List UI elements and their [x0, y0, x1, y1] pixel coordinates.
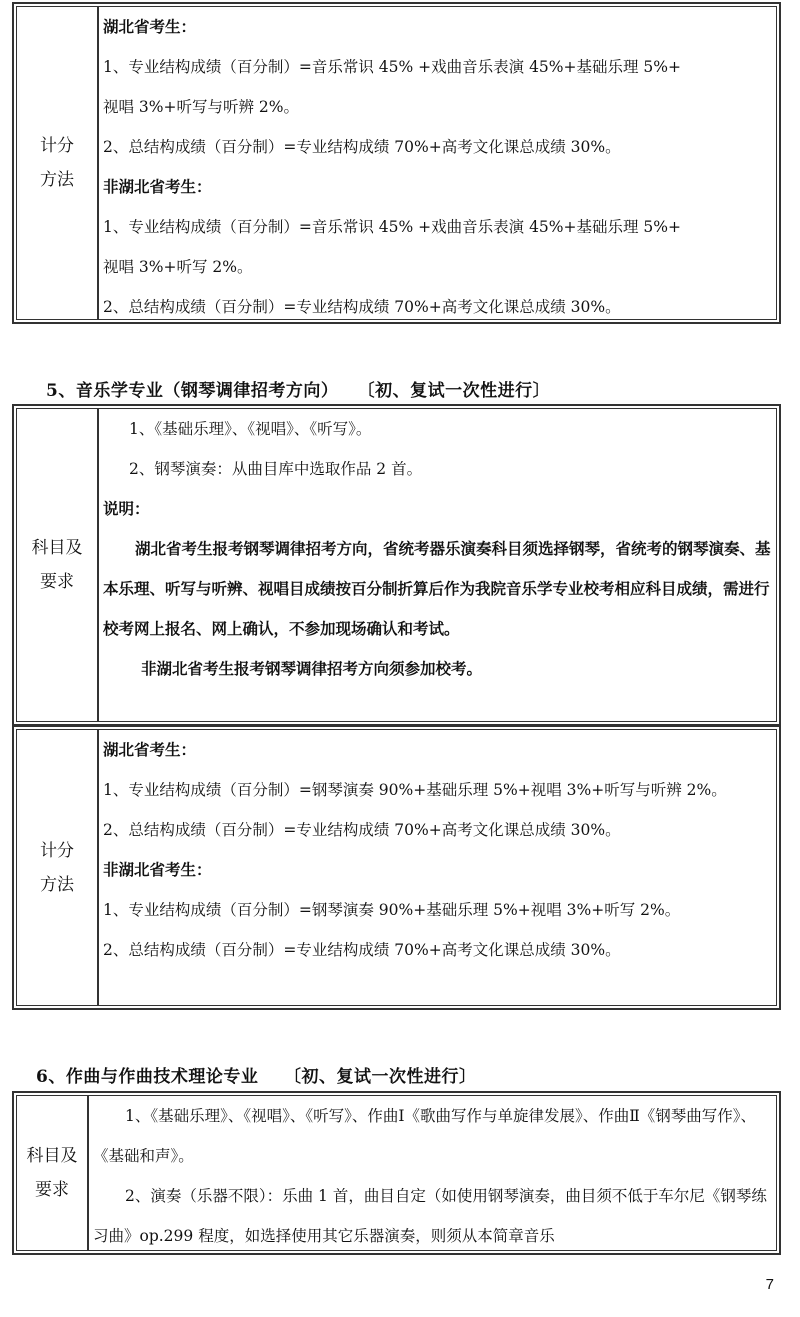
- section5-hubei-line1: 1、专业结构成绩（百分制）=钢琴演奏 90%+基础乐理 5%+视唱 3%+听写与听辨 2%。: [103, 781, 727, 799]
- non-hubei-line1-cont: 视唱 3%+听写 2%。: [103, 258, 253, 276]
- section5-subjects-label-line2: 要求: [40, 572, 74, 592]
- scoring-table-top: [12, 2, 781, 324]
- non-hubei-line1: 1、专业结构成绩（百分制）=音乐常识 45% +戏曲音乐表演 45%+基础乐理 5%+: [103, 218, 682, 236]
- section5-hubei-line2: 2、总结构成绩（百分制）=专业结构成绩 70%+高考文化课总成绩 30%。: [103, 821, 621, 839]
- section5-subjects-table: [12, 404, 781, 726]
- section5-scoring-label: [17, 730, 99, 1005]
- section5-scoring-label-line2: 方法: [40, 874, 74, 895]
- non-hubei-line2: 2、总结构成绩（百分制）=专业结构成绩 70%+高考文化课总成绩 30%。: [103, 298, 621, 316]
- section6-item2: 2、演奏（乐器不限）：乐曲 1 首，曲目自定（如使用钢琴演奏，曲目须不低于车尔尼《钢琴练习曲》op.299 程度，如选择使用其它乐器演奏，则须从本简章音乐: [93, 1187, 767, 1245]
- section5-note-para1: 湖北省考生报考钢琴调律招考方向，省统考器乐演奏科目须选择钢琴，省统考的钢琴演奏、基本乐理、听写与听辨、视唱目成绩按百分制折算后作为我院音乐学专业校考相应科目成绩，需进行校考网上报名、网上确认，不参加现场确认和考试。: [103, 539, 771, 638]
- section6-subjects-inner: [16, 1095, 777, 1251]
- section5-note-title: 说明：: [103, 499, 150, 518]
- page-number: 7: [765, 1276, 774, 1293]
- section6-subjects-content: [89, 1096, 776, 1250]
- section5-subjects-inner: [16, 408, 777, 722]
- section5-title: 5、音乐学专业（钢琴调律招考方向） 〔初、复试一次性进行〕: [46, 381, 551, 401]
- section5-note-para2: 非湖北省考生报考钢琴调律招考方向须参加校考。: [141, 659, 483, 678]
- scoring-label-line1: 计分: [40, 136, 74, 156]
- section6-subjects-label-line2: 要求: [35, 1180, 69, 1200]
- section5-hubei-title: 湖北省考生：: [103, 740, 197, 759]
- section5-scoring-label-line1: 计分: [40, 840, 74, 861]
- section5-subjects-content: [99, 409, 776, 721]
- section6-subjects-label-line1: 科目及: [26, 1146, 78, 1166]
- section5-non-hubei-line2: 2、总结构成绩（百分制）=专业结构成绩 70%+高考文化课总成绩 30%。: [103, 941, 621, 959]
- section5-non-hubei-title: 非湖北省考生：: [103, 860, 212, 879]
- section5-item1: 1、《基础乐理》、《视唱》、《听写》。: [129, 420, 372, 438]
- section5-scoring-content: [99, 730, 776, 1005]
- hubei-line2: 2、总结构成绩（百分制）=专业结构成绩 70%+高考文化课总成绩 30%。: [103, 138, 621, 156]
- hubei-line1: 1、专业结构成绩（百分制）=音乐常识 45% +戏曲音乐表演 45%+基础乐理 5%+: [103, 58, 682, 76]
- scoring-label-line2: 方法: [40, 170, 74, 190]
- section5-non-hubei-line1: 1、专业结构成绩（百分制）=钢琴演奏 90%+基础乐理 5%+视唱 3%+听写 2%。: [103, 901, 681, 919]
- section5-scoring-inner: [16, 729, 777, 1006]
- section6-subjects-label: [17, 1096, 89, 1250]
- scoring-content: [99, 7, 776, 319]
- section5-scoring-table: [12, 725, 781, 1010]
- hubei-line1-cont: 视唱 3%+听写与听辨 2%。: [103, 98, 300, 116]
- section6-title: 6、作曲与作曲技术理论专业 〔初、复试一次性进行〕: [36, 1067, 477, 1087]
- scoring-label: [17, 7, 99, 319]
- hubei-title: 湖北省考生：: [103, 17, 197, 36]
- non-hubei-title: 非湖北省考生：: [103, 177, 212, 196]
- section6-item1: 1、《基础乐理》、《视唱》、《听写》、作曲Ⅰ《歌曲写作与单旋律发展》、作曲Ⅱ《钢琴曲写作》、《基础和声》。: [93, 1107, 757, 1165]
- section5-item2: 2、钢琴演奏：从曲目库中选取作品 2 首。: [129, 460, 423, 478]
- section6-subjects-table: [12, 1091, 781, 1255]
- scoring-table-top-inner: [16, 6, 777, 320]
- section5-subjects-label-line1: 科目及: [31, 538, 83, 558]
- section5-subjects-label: [17, 409, 99, 721]
